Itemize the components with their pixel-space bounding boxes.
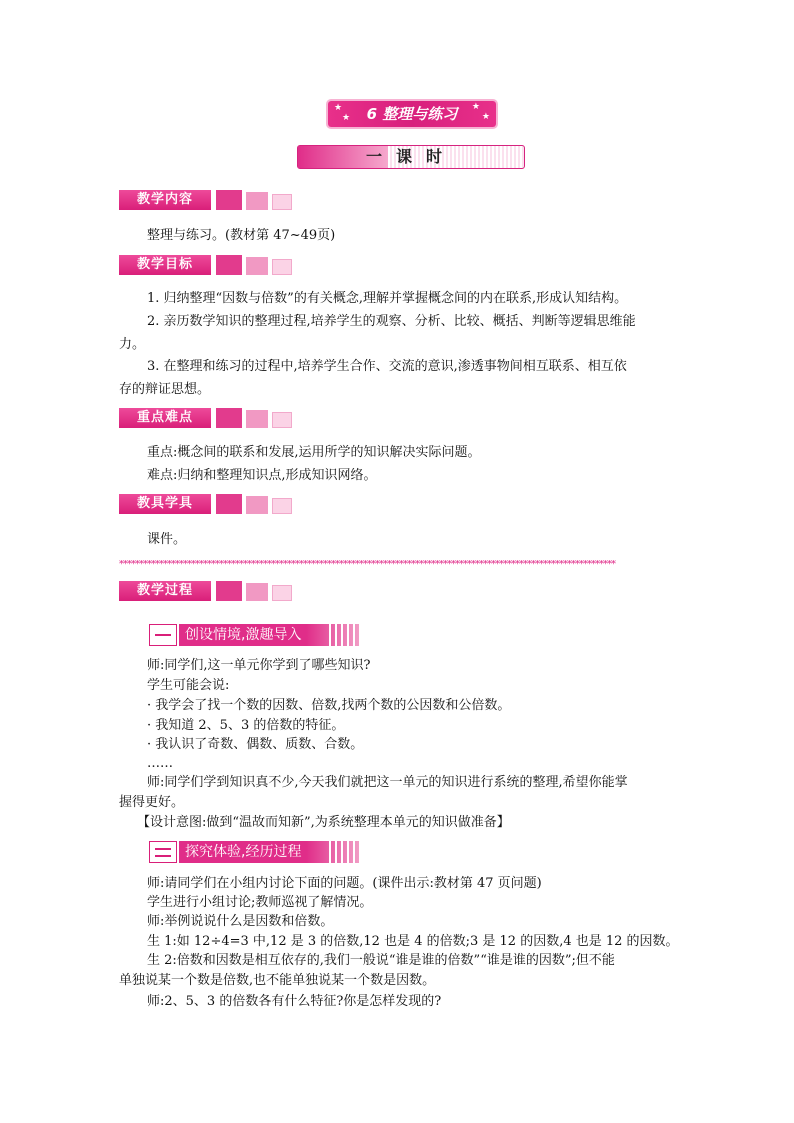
section-tag-process <box>119 581 297 601</box>
goal-line: 存的辩证思想。 <box>119 382 211 397</box>
content-text: 整理与练习。(教材第 47~49页) <box>147 228 336 243</box>
text-line: 生 1:如 12÷4=3 中,12 是 3 的倍数,12 也是 4 的倍数;3 是 12 的因数,4 也是 12 的因数。 <box>147 934 679 949</box>
goal-line: 3. 在整理和练习的过程中,培养学生合作、交流的意识,渗透事物间相互联系、相互依 <box>147 359 627 374</box>
step-title: 探究体验,经历过程 <box>179 841 361 863</box>
text-line: 师:2、5、3 的倍数各有什么特征?你是怎样发现的? <box>147 994 442 1009</box>
text-line: 师:同学们,这一单元你学到了哪些知识? <box>147 658 371 673</box>
section-label: 教具学具 <box>119 494 211 514</box>
section-tag-keypoints <box>119 408 297 428</box>
section-label: 教学过程 <box>119 581 211 601</box>
step-title: 创设情境,激趣导入 <box>179 624 361 646</box>
section-tag-tools <box>119 494 297 514</box>
text-line: 师:举例说说什么是因数和倍数。 <box>147 914 334 929</box>
lesson-bar <box>297 145 525 169</box>
text-line: · 我知道 2、5、3 的倍数的特征。 <box>147 718 345 733</box>
goal-line: 1. 归纳整理“因数与倍数”的有关概念,理解并掌握概念间的内在联系,形成认知结构。 <box>147 291 628 306</box>
unit-title: 6 整理与练习 <box>366 105 458 123</box>
text-line: 师:同学们学到知识真不少,今天我们就把这一单元的知识进行系统的整理,希望你能掌 <box>147 775 628 790</box>
star-separator: **************************************************************************************************************************** <box>119 560 615 570</box>
section-tag-content <box>119 190 297 210</box>
unit-title-banner <box>328 101 496 127</box>
text-line: 生 2:倍数和因数是相互依存的,我们一般说“谁是谁的倍数”“谁是谁的因数”;但不能 <box>147 953 615 968</box>
step-header-1 <box>149 624 361 646</box>
goal-line: 2. 亲历数学知识的整理过程,培养学生的观察、分析、比较、概括、判断等逻辑思维能 <box>147 314 636 329</box>
section-label: 重点难点 <box>119 408 211 428</box>
tools-text: 课件。 <box>147 532 187 547</box>
step-number-icon <box>149 624 177 646</box>
step-header-2 <box>149 841 361 863</box>
difficulty-text: 难点:归纳和整理知识点,形成知识网络。 <box>147 468 377 483</box>
step-number-icon <box>149 841 177 863</box>
text-line: 单独说某一个数是倍数,也不能单独说某一个数是因数。 <box>119 973 436 988</box>
star-icon: ★ <box>481 112 490 122</box>
text-line: 师:请同学们在小组内讨论下面的问题。(课件出示:教材第 47 页问题) <box>147 876 542 891</box>
text-line: · 我认识了奇数、偶数、质数、合数。 <box>147 737 364 752</box>
text-line: …… <box>147 756 173 771</box>
lesson-label: 一课时 <box>365 147 456 166</box>
text-line: 学生进行小组讨论;教师巡视了解情况。 <box>147 895 373 910</box>
text-line: 握得更好。 <box>119 795 185 810</box>
design-intent: 【设计意图:做到“温故而知新”,为系统整理本单元的知识做准备】 <box>137 815 510 830</box>
text-line: · 我学会了找一个数的因数、倍数,找两个数的公因数和公倍数。 <box>147 698 511 713</box>
section-tag-goals <box>119 255 297 275</box>
goal-line: 力。 <box>119 337 146 352</box>
text-line: 学生可能会说: <box>147 678 230 693</box>
star-icon: ★ <box>342 113 351 123</box>
star-icon: ★ <box>471 102 480 112</box>
section-label: 教学内容 <box>119 190 211 210</box>
star-icon: ★ <box>334 103 343 113</box>
section-label: 教学目标 <box>119 255 211 275</box>
key-point-text: 重点:概念间的联系和发展,运用所学的知识解决实际问题。 <box>147 445 481 460</box>
